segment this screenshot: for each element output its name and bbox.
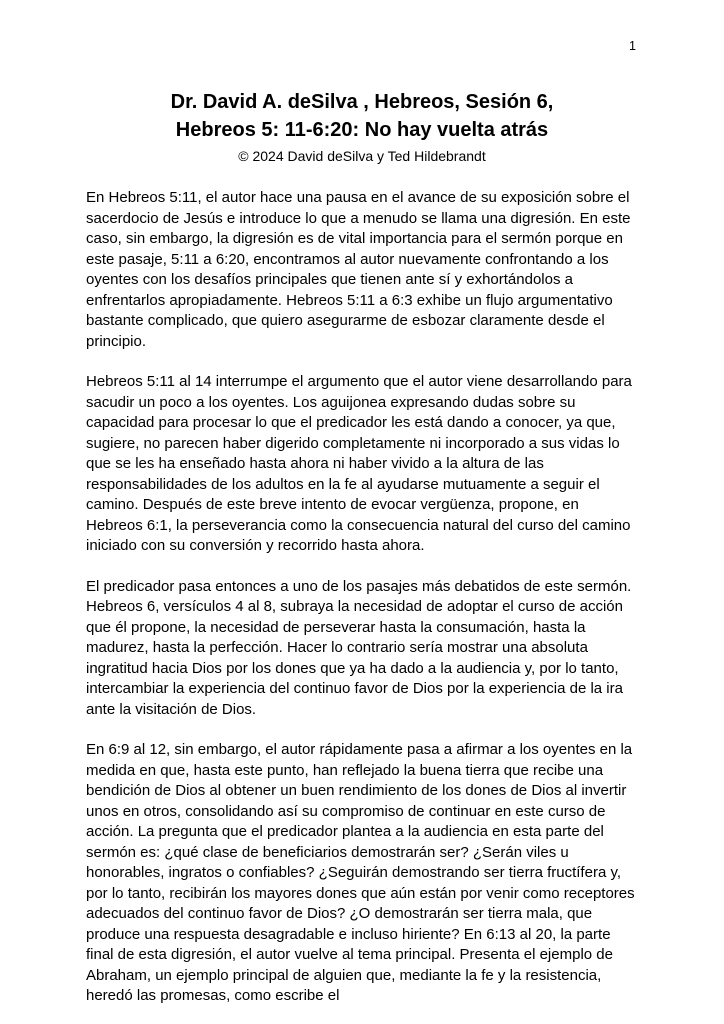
document-header [86,88,638,165]
paragraph-3: El predicador pasa entonces a uno de los pasajes más debatidos de este sermón. Hebreos 6, versículos 4 al 8, subraya la necesidad de adoptar el curso de acción que él propone, la necesidad de perseverar hasta la consumación, hasta la madurez, hasta la perfección. Hacer lo contrario sería mostrar una absoluta ingratitud hacia Dios por los dones que ya ha dado a la audiencia y, por lo tanto, intercambiar la experiencia del continuo favor de Dios por la experiencia de la ira ante la visitación de Dios. [86,577,632,718]
document-title [86,88,638,144]
title-line-1: Dr. David A. deSilva , Hebreos, Sesión 6, [170,91,554,113]
document-body [86,188,638,1007]
paragraph-2: Hebreos 5:11 al 14 interrumpe el argumento que el autor viene desarrollando para sacudir un poco a los oyentes. Los aguijonea expresando dudas sobre su capacidad para procesar lo que el predicador les está dando a conocer, ya que, sugiere, no parecen haber digerido completamente ni incorporado a sus vidas lo que se les ha enseñado hasta ahora ni haber vivido a la altura de las responsabilidades de los adultos en la fe al ayudarse mutuamente a seguir el camino. Después de este breve intento de evocar vergüenza, propone, en Hebreos 6:1, la perseverancia como la consecuencia natural del curso del camino iniciado con su conversión y recorrido hasta ahora. [86,373,632,554]
title-line-2: Hebreos 5: 11-6:20: No hay vuelta atrás [175,119,549,141]
paragraph-4: En 6:9 al 12, sin embargo, el autor rápidamente pasa a afirmar a los oyentes en la medida en que, hasta este punto, han reflejado la buena tierra que recibe una bendición de Dios al obtener un buen rendimiento de los dones de Dios al invertir unos en otros, consolidando así su compromiso de continuar en este curso de acción. La pregunta que el predicador plantea a la audiencia en esta parte del sermón es: ¿qué clase de beneficiarios demostrarán ser? ¿Serán viles u honorables, ingratos o confiables? ¿Seguirán demostrando ser tierra fructífera y, por lo tanto, recibirán los mayores dones que aún están por venir como receptores adecuados del continuo favor de Dios? ¿O demostrarán ser tierra mala, que produce una respuesta desagradable e incluso hiriente? En 6:13 al 20, la parte final de esta digresión, el autor vuelve al tema principal. Presenta el ejemplo de Abraham, un ejemplo principal de alguien que, mediante la fe y la resistencia, heredó las promesas, como escribe el [86,741,635,1004]
paragraph-1: En Hebreos 5:11, el autor hace una pausa en el avance de su exposición sobre el sacerdocio de Jesús e introduce lo que a menudo se llama una digresión. En este caso, sin embargo, la digresión es de vital importancia para el sermón porque en este pasaje, 5:11 a 6:20, encontramos al autor nuevamente confrontando a los oyentes con los desafíos principales que tienen ante sí y exhortándolos a enfrentarlos apropiadamente. Hebreos 5:11 a 6:3 exhibe un flujo argumentativo bastante complicado, que quiero asegurarme de esbozar claramente desde el principio. [86,189,631,350]
copyright-line: © 2024 David deSilva y Ted Hildebrandt [238,148,486,164]
page-number: 1 [629,39,636,53]
